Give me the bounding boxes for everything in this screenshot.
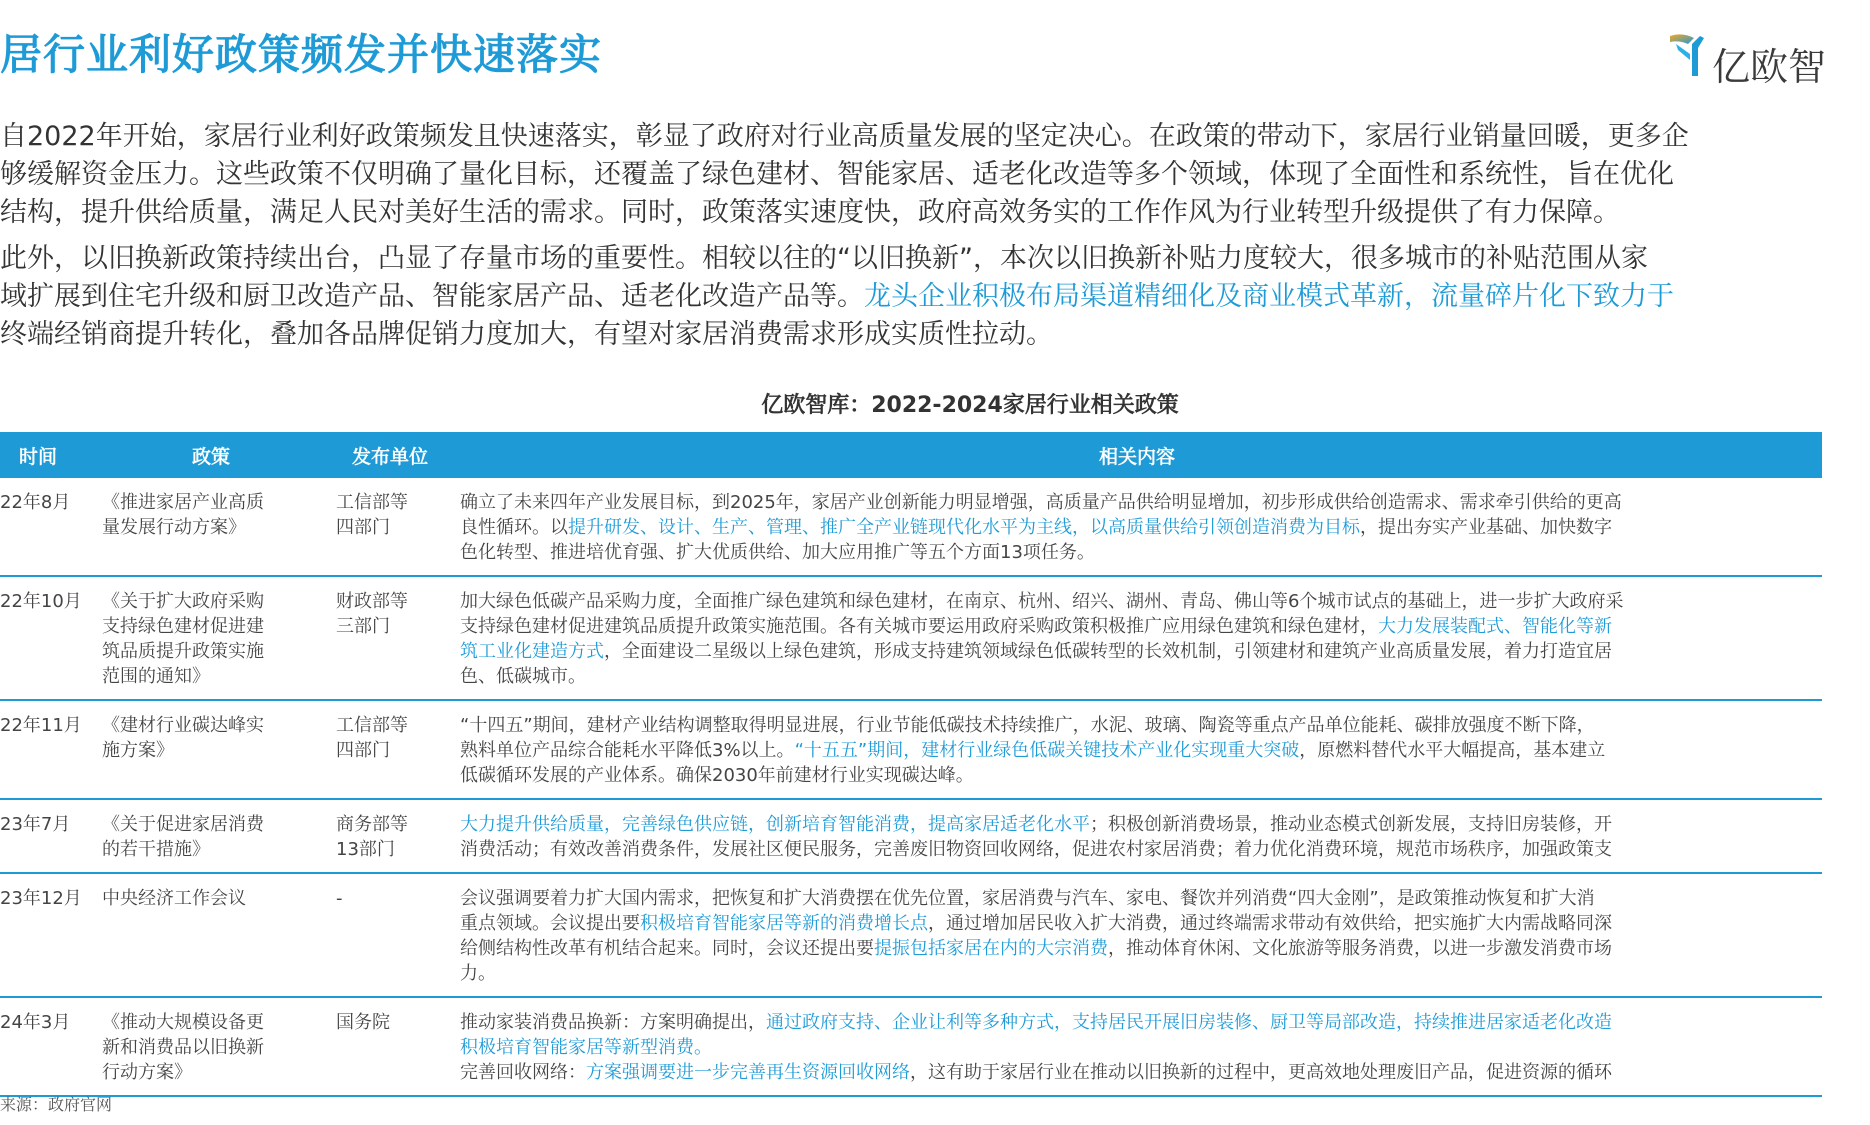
cell-content: [452, 799, 1822, 873]
cell-time: 22年8月: [0, 478, 94, 576]
cell-policy: [94, 997, 328, 1096]
content-highlight: “十五五”期间，建材行业绿色低碳关键技术产业化实现重大突破: [794, 740, 1300, 761]
column-header-policy: 政策: [94, 432, 328, 478]
content-line: [460, 738, 1814, 763]
content-text: “十四五”期间，建材产业结构调整取得明显进展，行业节能低碳技术持续推广，水泥、玻璃、陶瓷等重点产品单位能耗、碳排放强度不断下降，: [460, 715, 1595, 736]
intro-line: 结构，提升供给质量，满足人民对美好生活的需求。同时，政策落实速度快，政府高效务实的工作作风为行业转型升级提供了有力保障。: [0, 197, 1620, 228]
cell-policy: [94, 478, 328, 576]
cell-content: [452, 873, 1822, 997]
cell-time: 22年10月: [0, 576, 94, 700]
cell-issuer: [328, 478, 452, 576]
cell-time: 24年3月: [0, 997, 94, 1096]
cell-time: 23年7月: [0, 799, 94, 873]
column-header-issuer: 发布单位: [328, 432, 452, 478]
content-text: ，提出夯实产业基础、加快数字: [1360, 517, 1612, 538]
cell-time: 23年12月: [0, 873, 94, 997]
intro-line-highlight: 终端经销商提升转化，叠加各品牌促销力度加大，有望对家居消费需求形成实质性拉动。: [0, 319, 1053, 350]
policy-line: 筑品质提升政策实施: [102, 641, 264, 662]
intro-line: [0, 278, 1800, 316]
content-line: [460, 713, 1814, 738]
content-line: [460, 540, 1814, 565]
content-text: 低碳循环发展的产业体系。确保2030年前建材行业实现碳达峰。: [460, 765, 974, 786]
intro-line: 自2022年开始，家居行业利好政策频发且快速落实，彰显了政府对行业高质量发展的坚定决心。在政策的带动下，家居行业销量回暖，更多企: [0, 121, 1689, 152]
content-line: [460, 886, 1814, 911]
content-line: [460, 936, 1814, 961]
content-line: [460, 961, 1814, 986]
content-highlight: 积极培育智能家居等新的消费增长点: [640, 913, 928, 934]
intro-line: 够缓解资金压力。这些政策不仅明确了量化目标，还覆盖了绿色建材、智能家居、适老化改造等多个领域，体现了全面性和系统性，旨在优化: [0, 159, 1674, 190]
content-text: 完善回收网络：: [460, 1062, 586, 1083]
issuer-line: 四部门: [336, 740, 390, 761]
cell-issuer: [328, 576, 452, 700]
content-line: [460, 589, 1814, 614]
intro-text: [0, 118, 1800, 354]
table-row: [0, 799, 1822, 873]
content-line: [460, 614, 1814, 639]
content-line: [460, 515, 1814, 540]
intro-text-highlight: 龙头企业积极布局渠道精细化及商业模式革新，流量碎片化下致力于: [864, 281, 1674, 312]
content-line: [460, 1035, 1814, 1060]
content-text: ，原燃料替代水平大幅提高，基本建立: [1299, 740, 1606, 761]
cell-content: [452, 478, 1822, 576]
content-text: 力。: [460, 963, 496, 984]
content-text: 加大绿色低碳产品采购力度，全面推广绿色建筑和绿色建材，在南京、杭州、绍兴、湖州、青岛、佛山等6个城市试点的基础上，进一步扩大政府采: [460, 591, 1624, 612]
issuer-line: 工信部等: [336, 715, 408, 736]
content-line: [460, 1060, 1814, 1085]
issuer-line: 工信部等: [336, 492, 408, 513]
cell-time: 22年11月: [0, 700, 94, 799]
table-row: [0, 873, 1822, 997]
policy-line: 《建材行业碳达峰实: [102, 715, 264, 736]
table-row: [0, 997, 1822, 1096]
policy-line: 《推动大规模设备更: [102, 1012, 264, 1033]
policy-line: 《关于促进家居消费: [102, 814, 264, 835]
table-row: [0, 576, 1822, 700]
table-caption: 亿欧智库：2022-2024家居行业相关政策: [761, 393, 1179, 418]
content-text: 确立了未来四年产业发展目标，到2025年，家居产业创新能力明显增强，高质量产品供给明显增加，初步形成供给创造需求、需求牵引供给的更高: [460, 492, 1622, 513]
issuer-line: 三部门: [336, 616, 390, 637]
logo-text: 亿欧智: [1712, 45, 1827, 89]
cell-policy: [94, 700, 328, 799]
issuer-line: 国务院: [336, 1012, 390, 1033]
cell-policy: [94, 576, 328, 700]
issuer-line: 四部门: [336, 517, 390, 538]
content-line: [460, 664, 1814, 689]
content-highlight: 提振包括家居在内的大宗消费: [874, 938, 1108, 959]
column-header-content: 相关内容: [452, 432, 1822, 478]
content-text: 色、低碳城市。: [460, 666, 586, 687]
cell-policy: [94, 799, 328, 873]
content-line: [460, 639, 1814, 664]
policy-line: 支持绿色建材促进建: [102, 616, 264, 637]
table-header-row: [0, 432, 1822, 478]
table-row: [0, 478, 1822, 576]
policy-table-body: [0, 478, 1822, 1096]
cell-issuer: [328, 799, 452, 873]
intro-line: 此外，以旧换新政策持续出台，凸显了存量市场的重要性。相较以往的“以旧换新”，本次以旧换新补贴力度较大，很多城市的补贴范围从家: [0, 243, 1648, 274]
intro-text-normal: 域扩展到住宅升级和厨卫改造产品、智能家居产品、适老化改造产品等。: [0, 281, 864, 312]
content-text: 消费活动；有效改善消费条件，发展社区便民服务，完善废旧物资回收网络，促进农村家居消费；着力优化消费环境，规范市场秩序，加强政策支: [460, 839, 1612, 860]
policy-line: 《推进家居产业高质: [102, 492, 264, 513]
cell-content: [452, 997, 1822, 1096]
cell-content: [452, 700, 1822, 799]
content-line: [460, 490, 1814, 515]
content-text: ；积极创新消费场景，推动业态模式创新发展，支持旧房装修，开: [1090, 814, 1612, 835]
content-text: ，这有助于家居行业在推动以旧换新的过程中，更高效地处理废旧产品，促进资源的循环: [910, 1062, 1612, 1083]
table-row: [0, 700, 1822, 799]
content-text: 给侧结构性改革有机结合起来。同时，会议还提出要: [460, 938, 874, 959]
content-text: 推动家装消费品换新：方案明确提出，: [460, 1012, 766, 1033]
cell-policy: [94, 873, 328, 997]
content-line: [460, 812, 1814, 837]
content-text: 支持绿色建材促进建筑品质提升政策实施范围。各有关城市要运用政府采购政策积极推广应用绿色建筑和绿色建材，: [460, 616, 1378, 637]
policy-line: 范围的通知》: [102, 666, 210, 687]
issuer-line: 商务部等: [336, 814, 408, 835]
content-line: [460, 1010, 1814, 1035]
issuer-line: 财政部等: [336, 591, 408, 612]
content-highlight: 通过政府支持、企业让利等多种方式，支持居民开展旧房装修、厨卫等局部改造，持续推进居家适老化改造: [766, 1012, 1612, 1033]
logo-mark-icon: [1668, 30, 1712, 80]
cell-issuer: [328, 873, 452, 997]
issuer-line: 13部门: [336, 839, 395, 860]
content-text: ，推动体育休闲、文化旅游等服务消费，以进一步激发消费市场: [1108, 938, 1612, 959]
content-line: [460, 837, 1814, 862]
cell-content: [452, 576, 1822, 700]
brand-logo: [1668, 30, 1827, 89]
policy-line: 施方案》: [102, 740, 174, 761]
content-text: 会议强调要着力扩大国内需求，把恢复和扩大消费摆在优先位置，家居消费与汽车、家电、餐饮并列消费“四大金刚”，是政策推动恢复和扩大消: [460, 888, 1595, 909]
content-text: 良性循环。以: [460, 517, 568, 538]
content-text: ，全面建设二星级以上绿色建筑，形成支持建筑领域绿色低碳转型的长效机制，引领建材和建筑产业高质量发展，着力打造宜居: [604, 641, 1612, 662]
policy-line: 新和消费品以旧换新: [102, 1037, 264, 1058]
content-highlight: 方案强调要进一步完善再生资源回收网络: [586, 1062, 910, 1083]
page-title: 居行业利好政策频发并快速落实: [0, 30, 603, 79]
issuer-line: -: [336, 888, 343, 909]
cell-issuer: [328, 997, 452, 1096]
content-text: 熟料单位产品综合能耗水平降低3%以上。: [460, 740, 795, 761]
content-highlight: 积极培育智能家居等新型消费。: [460, 1037, 712, 1058]
content-highlight: 筑工业化建造方式: [460, 641, 604, 662]
content-line: [460, 911, 1814, 936]
content-highlight: 大力提升供给质量，完善绿色供应链，创新培育智能消费，提高家居适老化水平: [460, 814, 1090, 835]
content-line: [460, 763, 1814, 788]
policy-table: [0, 432, 1822, 1097]
content-highlight: 大力发展装配式、智能化等新: [1378, 616, 1612, 637]
content-text: 重点领域。会议提出要: [460, 913, 640, 934]
content-highlight: 提升研发、设计、生产、管理、推广全产业链现代化水平为主线，以高质量供给引领创造消费为目标: [568, 517, 1360, 538]
policy-line: 中央经济工作会议: [102, 888, 246, 909]
content-text: ，通过增加居民收入扩大消费，通过终端需求带动有效供给，把实施扩大内需战略同深: [928, 913, 1612, 934]
source-note: 来源：政府官网: [0, 1095, 113, 1114]
column-header-time: 时间: [0, 432, 94, 478]
policy-line: 行动方案》: [102, 1062, 192, 1083]
content-text: 色化转型、推进培优育强、扩大优质供给、加大应用推广等五个方面13项任务。: [460, 542, 1095, 563]
policy-line: 《关于扩大政府采购: [102, 591, 264, 612]
policy-line: 的若干措施》: [102, 839, 210, 860]
cell-issuer: [328, 700, 452, 799]
policy-line: 量发展行动方案》: [102, 517, 246, 538]
